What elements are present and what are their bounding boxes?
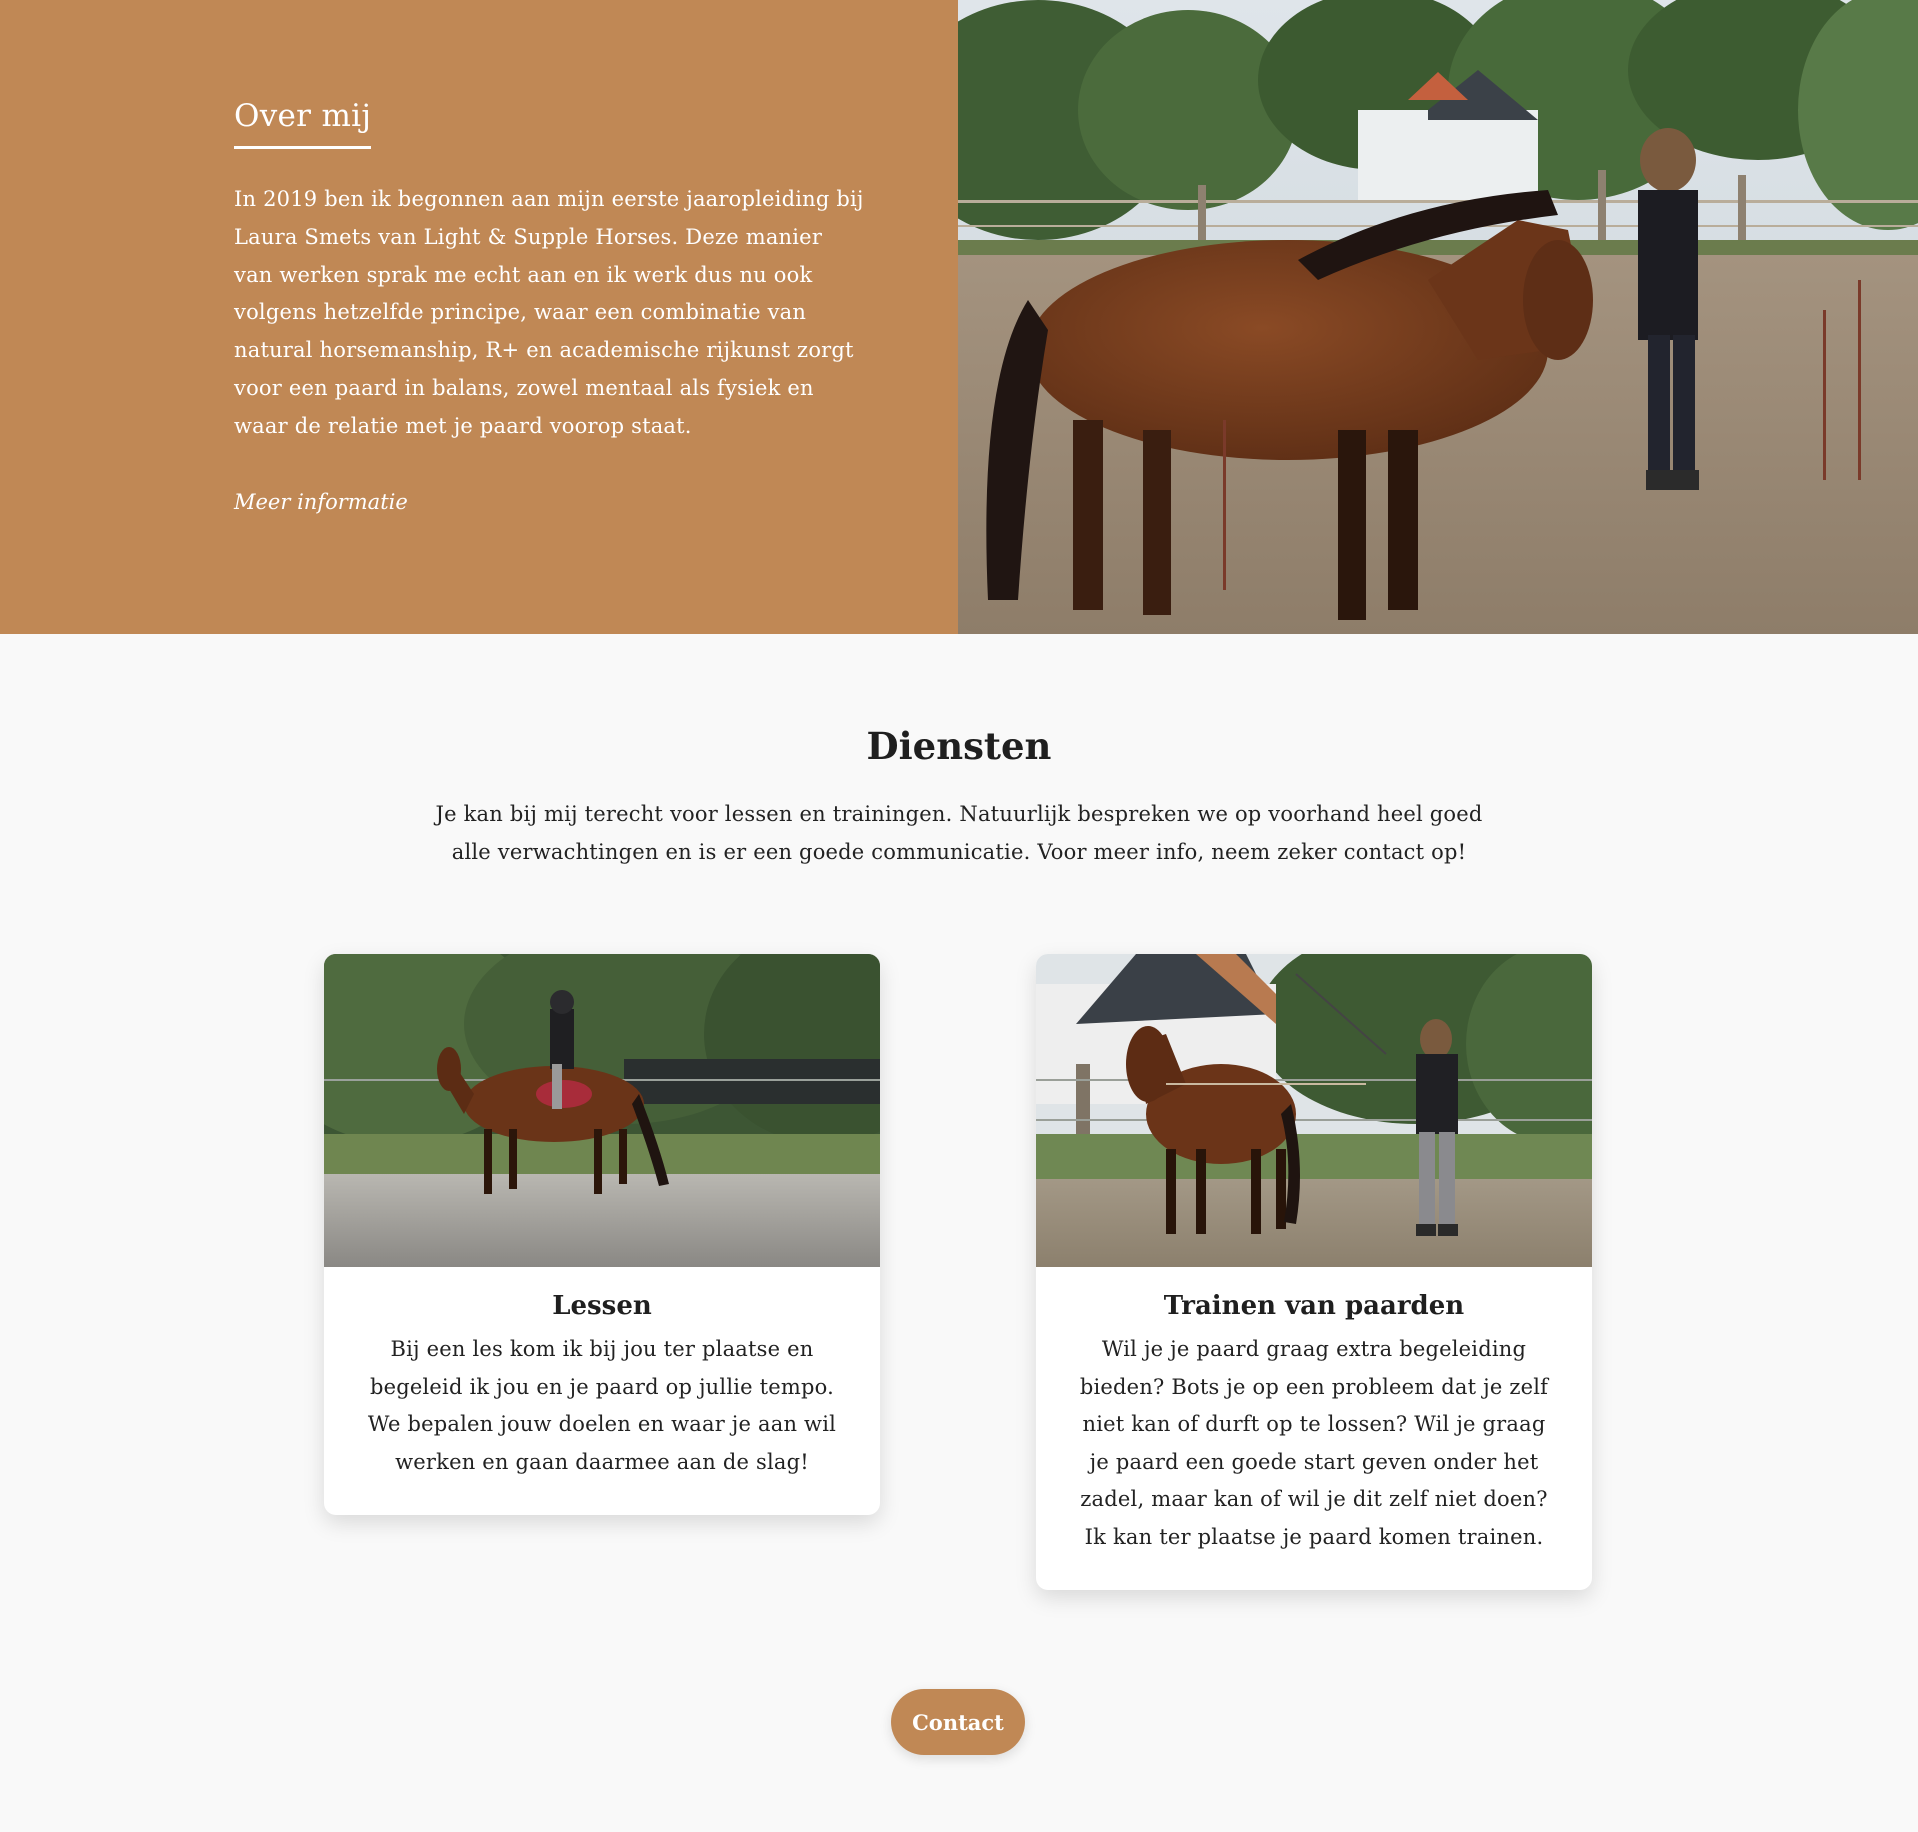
training-title: Trainen van paarden	[1163, 1291, 1465, 1321]
about-section	[0, 0, 1918, 634]
lessons-card-body	[324, 1267, 880, 1515]
service-card-training	[1036, 954, 1592, 1590]
service-card-lessons	[324, 954, 880, 1515]
more-info-link[interactable]: Meer informatie	[234, 489, 408, 514]
training-card-body	[1036, 1267, 1592, 1590]
lessons-text: Bij een les kom ik bij jou ter plaatse en begeleid ik jou en je paard op jullie tempo. We bepalen jouw doelen en waar je aan wil werken en gaan daarmee aan de slag!	[367, 1337, 837, 1474]
about-text: In 2019 ben ik begonnen aan mijn eerste jaaropleiding bij Laura Smets van Light & Supple Horses. Deze manier van werken sprak me echt aan en ik werk dus nu ook volgens hetzelfde principe, waar een combinatie van natural horsemanship, R+ en academische rijkunst zorgt voor een paard in balans, zowel mentaal als fysiek en waar de relatie met je paard voorop staat.	[234, 187, 864, 438]
training-photo-horse-lunging	[1036, 954, 1592, 1267]
training-text: Wil je je paard graag extra begeleiding bieden? Bots je op een probleem dat je zelf niet kan of durft op te lossen? Wil je graag je paard een goede start geven onder het zadel, maar kan of wil je dit zelf niet doen? Ik kan ter plaatse je paard komen trainen.	[1079, 1337, 1549, 1549]
about-content	[234, 98, 864, 514]
lessons-title: Lessen	[552, 1291, 652, 1321]
lessons-photo-rider-on-horse	[324, 954, 880, 1267]
about-photo-horse-and-trainer	[958, 0, 1918, 634]
contact-button[interactable]: Contact	[891, 1689, 1025, 1755]
services-intro: Je kan bij mij terecht voor lessen en trainingen. Natuurlijk bespreken we op voorhand heel goed alle verwachtingen en is er een goede communicatie. Voor meer info, neem zeker contact op!	[435, 802, 1483, 864]
services-title: Diensten	[866, 724, 1052, 768]
about-title: Over mij	[234, 98, 371, 149]
services-section	[0, 634, 1918, 1832]
about-panel	[0, 0, 958, 634]
